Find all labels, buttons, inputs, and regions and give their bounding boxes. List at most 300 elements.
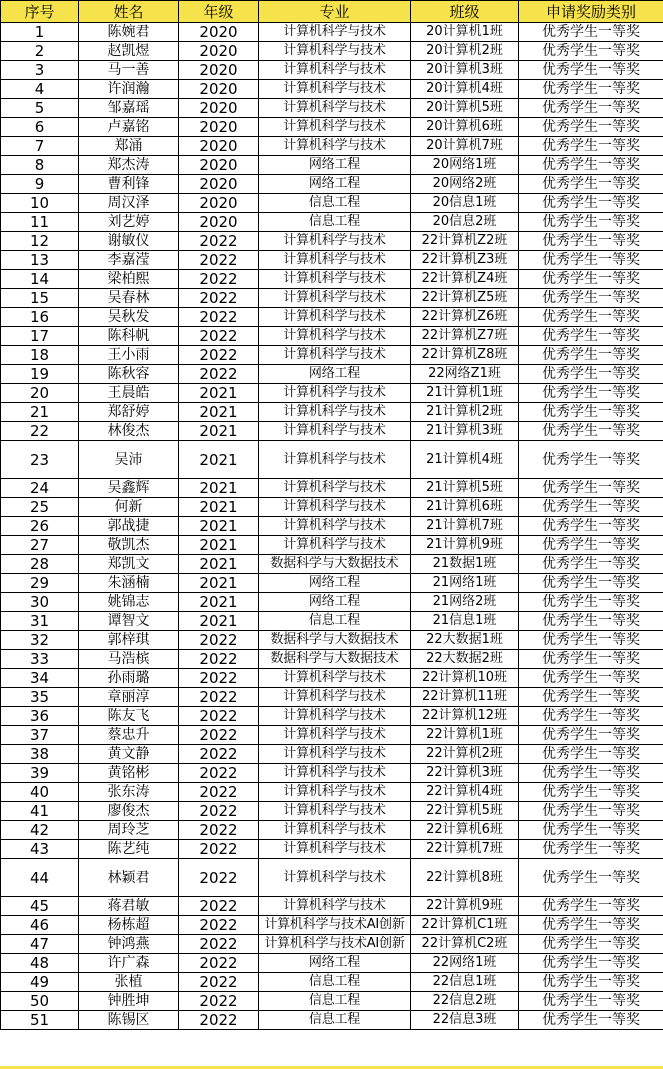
cell-major: 网络工程 [259,593,411,612]
cell-class: 22信息1班 [411,973,519,992]
cell-class: 22计算机12班 [411,707,519,726]
table-row [1,593,663,612]
cell-name: 郭梓琪 [79,631,179,650]
table-row [1,802,663,821]
cell-year: 2022 [179,365,259,384]
cell-major: 计算机科学与技术 [259,137,411,156]
table-row [1,897,663,916]
cell-index: 27 [1,536,79,555]
table-row [1,270,663,289]
cell-major: 计算机科学与技术 [259,384,411,403]
cell-major: 计算机科学与技术 [259,308,411,327]
cell-award: 优秀学生一等奖 [519,859,663,897]
table-row [1,840,663,859]
cell-year: 2022 [179,764,259,783]
header-cell-index: 序号 [1,1,79,23]
cell-index: 16 [1,308,79,327]
cell-class: 22计算机11班 [411,688,519,707]
cell-class: 20计算机2班 [411,42,519,61]
cell-index: 5 [1,99,79,118]
cell-index: 8 [1,156,79,175]
cell-index: 30 [1,593,79,612]
cell-major: 网络工程 [259,156,411,175]
cell-name: 邹嘉瑶 [79,99,179,118]
cell-major: 计算机科学与技术 [259,80,411,99]
cell-year: 2022 [179,859,259,897]
table-row [1,80,663,99]
cell-class: 21计算机2班 [411,403,519,422]
table-row [1,327,663,346]
cell-award: 优秀学生一等奖 [519,80,663,99]
cell-major: 计算机科学与技术 [259,289,411,308]
cell-year: 2022 [179,821,259,840]
table-body [1,23,663,1030]
cell-year: 2021 [179,441,259,479]
cell-class: 21计算机5班 [411,479,519,498]
table-row [1,935,663,954]
cell-year: 2022 [179,707,259,726]
cell-year: 2022 [179,289,259,308]
cell-index: 14 [1,270,79,289]
table-row [1,137,663,156]
cell-major: 信息工程 [259,1011,411,1030]
cell-year: 2022 [179,650,259,669]
cell-name: 黄文静 [79,745,179,764]
cell-major: 数据科学与大数据技术 [259,650,411,669]
cell-award: 优秀学生一等奖 [519,764,663,783]
table-row [1,1011,663,1030]
cell-name: 林俊杰 [79,422,179,441]
cell-name: 郑涌 [79,137,179,156]
cell-class: 21计算机9班 [411,536,519,555]
cell-name: 曹利锋 [79,175,179,194]
cell-award: 优秀学生一等奖 [519,118,663,137]
cell-name: 王晨皓 [79,384,179,403]
cell-award: 优秀学生一等奖 [519,992,663,1011]
cell-class: 22网络1班 [411,954,519,973]
cell-index: 43 [1,840,79,859]
cell-year: 2022 [179,688,259,707]
cell-index: 10 [1,194,79,213]
cell-year: 2021 [179,593,259,612]
cell-index: 40 [1,783,79,802]
cell-name: 吴沛 [79,441,179,479]
cell-award: 优秀学生一等奖 [519,327,663,346]
header-cell-major: 专业 [259,1,411,23]
header-row [1,1,663,23]
cell-index: 17 [1,327,79,346]
cell-award: 优秀学生一等奖 [519,384,663,403]
cell-major: 计算机科学与技术 [259,441,411,479]
cell-award: 优秀学生一等奖 [519,916,663,935]
table-row [1,992,663,1011]
table-row [1,821,663,840]
table-row [1,745,663,764]
cell-name: 许广森 [79,954,179,973]
cell-class: 20计算机5班 [411,99,519,118]
cell-year: 2022 [179,916,259,935]
cell-class: 20计算机1班 [411,23,519,42]
cell-index: 23 [1,441,79,479]
cell-name: 廖俊杰 [79,802,179,821]
cell-major: 计算机科学与技术 [259,99,411,118]
cell-index: 34 [1,669,79,688]
cell-name: 陈秋容 [79,365,179,384]
cell-name: 黄铭彬 [79,764,179,783]
table-row [1,631,663,650]
cell-name: 赵凯煜 [79,42,179,61]
cell-class: 22信息2班 [411,992,519,1011]
cell-index: 42 [1,821,79,840]
cell-major: 数据科学与大数据技术 [259,631,411,650]
cell-index: 37 [1,726,79,745]
cell-class: 22计算机2班 [411,745,519,764]
cell-name: 郑凯文 [79,555,179,574]
table-row [1,517,663,536]
table-row [1,384,663,403]
table-row [1,688,663,707]
cell-year: 2021 [179,612,259,631]
table-row [1,498,663,517]
cell-name: 马一善 [79,61,179,80]
cell-index: 21 [1,403,79,422]
cell-name: 许润瀚 [79,80,179,99]
cell-index: 15 [1,289,79,308]
cell-year: 2022 [179,973,259,992]
cell-award: 优秀学生一等奖 [519,517,663,536]
table-row [1,669,663,688]
cell-name: 钟胜坤 [79,992,179,1011]
table-row [1,954,663,973]
cell-index: 1 [1,23,79,42]
cell-class: 22计算机3班 [411,764,519,783]
cell-major: 计算机科学与技术 [259,232,411,251]
table-row [1,232,663,251]
cell-name: 林颖君 [79,859,179,897]
cell-class: 20计算机3班 [411,61,519,80]
cell-class: 22计算机Z5班 [411,289,519,308]
cell-name: 姚锦志 [79,593,179,612]
cell-index: 9 [1,175,79,194]
cell-award: 优秀学生一等奖 [519,650,663,669]
cell-name: 周玲芝 [79,821,179,840]
cell-name: 吴秋发 [79,308,179,327]
cell-name: 谢敏仪 [79,232,179,251]
cell-class: 21网络2班 [411,593,519,612]
cell-year: 2021 [179,422,259,441]
cell-award: 优秀学生一等奖 [519,821,663,840]
cell-name: 陈锡区 [79,1011,179,1030]
cell-class: 22计算机10班 [411,669,519,688]
cell-year: 2021 [179,536,259,555]
cell-class: 22计算机Z7班 [411,327,519,346]
cell-award: 优秀学生一等奖 [519,194,663,213]
cell-class: 21网络1班 [411,574,519,593]
cell-major: 数据科学与大数据技术 [259,555,411,574]
table-row [1,783,663,802]
cell-index: 31 [1,612,79,631]
table-row [1,612,663,631]
cell-year: 2022 [179,327,259,346]
cell-class: 21数据1班 [411,555,519,574]
cell-award: 优秀学生一等奖 [519,498,663,517]
cell-award: 优秀学生一等奖 [519,973,663,992]
cell-award: 优秀学生一等奖 [519,156,663,175]
cell-award: 优秀学生一等奖 [519,232,663,251]
table-header [1,1,663,23]
cell-year: 2020 [179,213,259,232]
table-row [1,403,663,422]
cell-name: 谭智文 [79,612,179,631]
cell-year: 2022 [179,992,259,1011]
cell-award: 优秀学生一等奖 [519,251,663,270]
table-row [1,346,663,365]
cell-year: 2022 [179,232,259,251]
cell-class: 20计算机4班 [411,80,519,99]
cell-award: 优秀学生一等奖 [519,631,663,650]
cell-major: 信息工程 [259,973,411,992]
cell-name: 吴春林 [79,289,179,308]
table-row [1,441,663,479]
header-cell-year: 年级 [179,1,259,23]
cell-major: 计算机科学与技术 [259,498,411,517]
cell-award: 优秀学生一等奖 [519,612,663,631]
cell-award: 优秀学生一等奖 [519,726,663,745]
cell-index: 3 [1,61,79,80]
cell-year: 2022 [179,669,259,688]
cell-major: 计算机科学与技术AI创新 [259,935,411,954]
cell-name: 陈艺纯 [79,840,179,859]
cell-class: 21计算机3班 [411,422,519,441]
cell-year: 2020 [179,137,259,156]
cell-year: 2020 [179,23,259,42]
cell-class: 21信息1班 [411,612,519,631]
cell-major: 计算机科学与技术 [259,118,411,137]
cell-year: 2020 [179,118,259,137]
cell-class: 22网络Z1班 [411,365,519,384]
cell-award: 优秀学生一等奖 [519,42,663,61]
cell-index: 51 [1,1011,79,1030]
cell-year: 2022 [179,251,259,270]
cell-award: 优秀学生一等奖 [519,308,663,327]
cell-major: 计算机科学与技术 [259,688,411,707]
cell-name: 张植 [79,973,179,992]
cell-name: 朱涵楠 [79,574,179,593]
cell-major: 计算机科学与技术 [259,726,411,745]
table-row [1,536,663,555]
cell-major: 网络工程 [259,574,411,593]
table-row [1,251,663,270]
cell-major: 计算机科学与技术 [259,270,411,289]
cell-index: 32 [1,631,79,650]
cell-index: 46 [1,916,79,935]
cell-name: 梁柏熙 [79,270,179,289]
cell-name: 张东涛 [79,783,179,802]
cell-year: 2021 [179,555,259,574]
cell-year: 2022 [179,840,259,859]
cell-major: 计算机科学与技术 [259,422,411,441]
table-row [1,118,663,137]
table-row [1,973,663,992]
cell-major: 计算机科学与技术 [259,669,411,688]
cell-award: 优秀学生一等奖 [519,669,663,688]
cell-year: 2021 [179,517,259,536]
cell-index: 20 [1,384,79,403]
cell-year: 2021 [179,384,259,403]
cell-name: 蒋君敏 [79,897,179,916]
cell-year: 2020 [179,42,259,61]
cell-index: 29 [1,574,79,593]
cell-index: 12 [1,232,79,251]
cell-index: 39 [1,764,79,783]
cell-year: 2022 [179,308,259,327]
cell-award: 优秀学生一等奖 [519,137,663,156]
cell-award: 优秀学生一等奖 [519,403,663,422]
cell-major: 计算机科学与技术 [259,859,411,897]
header-cell-award: 申请奖励类别 [519,1,663,23]
cell-index: 48 [1,954,79,973]
cell-year: 2022 [179,783,259,802]
cell-award: 优秀学生一等奖 [519,346,663,365]
cell-award: 优秀学生一等奖 [519,479,663,498]
table-row [1,308,663,327]
table-row [1,479,663,498]
cell-class: 22计算机Z2班 [411,232,519,251]
cell-index: 44 [1,859,79,897]
cell-name: 孙雨璐 [79,669,179,688]
cell-major: 信息工程 [259,194,411,213]
cell-class: 21计算机7班 [411,517,519,536]
cell-class: 22计算机C2班 [411,935,519,954]
cell-class: 20计算机7班 [411,137,519,156]
cell-index: 41 [1,802,79,821]
cell-year: 2022 [179,802,259,821]
cell-major: 网络工程 [259,175,411,194]
cell-index: 19 [1,365,79,384]
cell-index: 36 [1,707,79,726]
cell-index: 24 [1,479,79,498]
cell-year: 2022 [179,726,259,745]
cell-name: 陈友飞 [79,707,179,726]
cell-class: 22计算机Z6班 [411,308,519,327]
cell-index: 4 [1,80,79,99]
cell-award: 优秀学生一等奖 [519,840,663,859]
cell-award: 优秀学生一等奖 [519,707,663,726]
cell-year: 2022 [179,346,259,365]
cell-award: 优秀学生一等奖 [519,593,663,612]
table-row [1,650,663,669]
cell-major: 计算机科学与技术 [259,840,411,859]
cell-name: 卢嘉铭 [79,118,179,137]
cell-year: 2022 [179,1011,259,1030]
cell-major: 计算机科学与技术 [259,897,411,916]
table-row [1,213,663,232]
cell-class: 22计算机9班 [411,897,519,916]
cell-award: 优秀学生一等奖 [519,175,663,194]
table-row [1,42,663,61]
cell-index: 33 [1,650,79,669]
cell-index: 26 [1,517,79,536]
cell-name: 陈科帆 [79,327,179,346]
cell-award: 优秀学生一等奖 [519,688,663,707]
table-row [1,23,663,42]
table-row [1,156,663,175]
cell-class: 22信息3班 [411,1011,519,1030]
cell-class: 22计算机Z8班 [411,346,519,365]
table-row [1,194,663,213]
cell-name: 杨栋超 [79,916,179,935]
cell-award: 优秀学生一等奖 [519,441,663,479]
cell-award: 优秀学生一等奖 [519,213,663,232]
cell-major: 计算机科学与技术 [259,764,411,783]
table-row [1,916,663,935]
cell-class: 22计算机Z4班 [411,270,519,289]
cell-class: 20信息2班 [411,213,519,232]
cell-name: 敬凯杰 [79,536,179,555]
cell-class: 22计算机8班 [411,859,519,897]
cell-year: 2021 [179,498,259,517]
table-row [1,61,663,80]
table-row [1,175,663,194]
cell-award: 优秀学生一等奖 [519,61,663,80]
cell-name: 郭战捷 [79,517,179,536]
table-row [1,574,663,593]
cell-major: 计算机科学与技术 [259,707,411,726]
cell-index: 7 [1,137,79,156]
cell-year: 2020 [179,194,259,213]
cell-major: 计算机科学与技术 [259,536,411,555]
table-row [1,555,663,574]
cell-year: 2022 [179,745,259,764]
cell-name: 何新 [79,498,179,517]
cell-major: 信息工程 [259,213,411,232]
cell-major: 信息工程 [259,612,411,631]
cell-award: 优秀学生一等奖 [519,555,663,574]
cell-index: 35 [1,688,79,707]
cell-index: 45 [1,897,79,916]
header-cell-name: 姓名 [79,1,179,23]
cell-major: 计算机科学与技术 [259,821,411,840]
cell-index: 50 [1,992,79,1011]
cell-name: 钟鸿燕 [79,935,179,954]
cell-index: 22 [1,422,79,441]
cell-name: 蔡忠升 [79,726,179,745]
cell-name: 刘艺婷 [79,213,179,232]
cell-award: 优秀学生一等奖 [519,1011,663,1030]
cell-award: 优秀学生一等奖 [519,935,663,954]
cell-award: 优秀学生一等奖 [519,574,663,593]
cell-index: 18 [1,346,79,365]
cell-major: 计算机科学与技术 [259,745,411,764]
cell-major: 计算机科学与技术 [259,327,411,346]
cell-award: 优秀学生一等奖 [519,99,663,118]
cell-index: 13 [1,251,79,270]
cell-year: 2020 [179,156,259,175]
cell-name: 郑舒婷 [79,403,179,422]
cell-name: 吴鑫辉 [79,479,179,498]
table-row [1,99,663,118]
cell-class: 22大数据1班 [411,631,519,650]
cell-year: 2022 [179,897,259,916]
cell-award: 优秀学生一等奖 [519,422,663,441]
cell-name: 章丽淳 [79,688,179,707]
cell-year: 2022 [179,270,259,289]
cell-year: 2022 [179,935,259,954]
cell-name: 陈婉君 [79,23,179,42]
table-row [1,764,663,783]
cell-major: 计算机科学与技术 [259,517,411,536]
cell-award: 优秀学生一等奖 [519,954,663,973]
